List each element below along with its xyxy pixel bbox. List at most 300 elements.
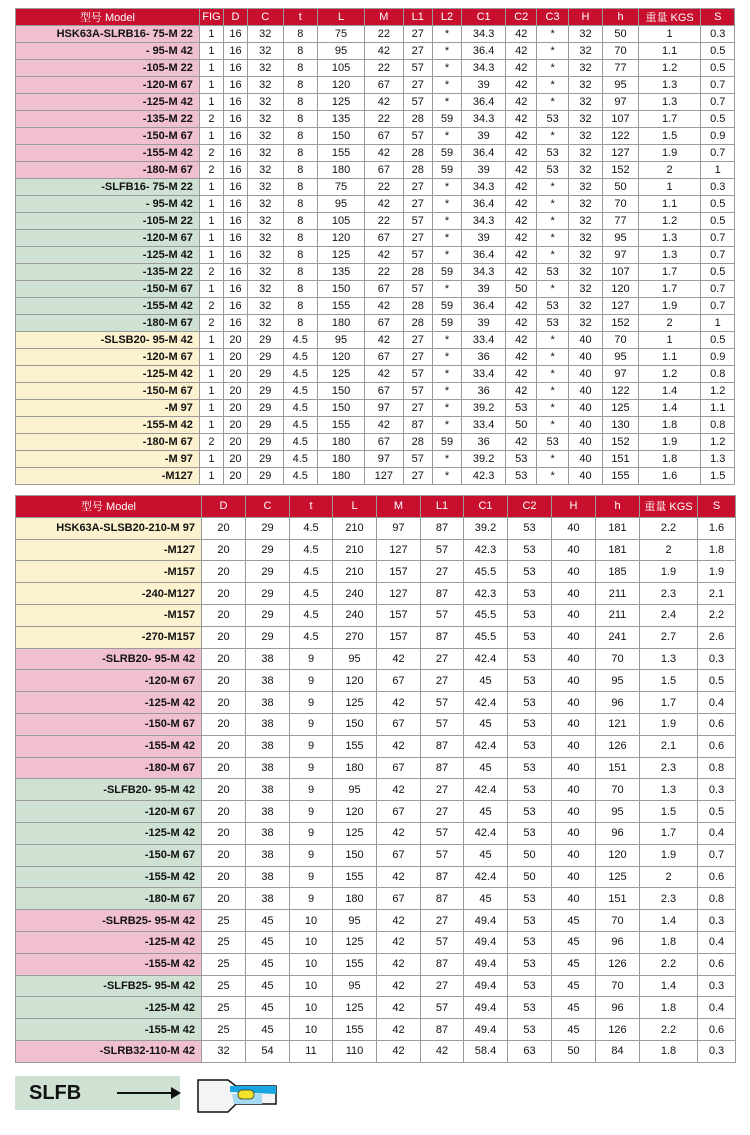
model-cell: -125-M 42: [16, 366, 200, 383]
table-cell: 29: [247, 349, 283, 366]
table-cell: 1.1: [701, 400, 735, 417]
table-cell: 40: [552, 866, 596, 888]
table-cell: 0.5: [698, 670, 736, 692]
table-cell: 4.5: [290, 517, 333, 539]
table-cell: 38: [246, 866, 290, 888]
table-cell: 49.4: [464, 997, 508, 1019]
table-cell: 120: [333, 801, 377, 823]
table-cell: 36: [462, 383, 506, 400]
table-cell: 40: [568, 366, 602, 383]
table-cell: 4.5: [283, 332, 317, 349]
table-cell: 0.9: [701, 128, 735, 145]
column-header: H: [568, 9, 602, 26]
table-cell: 42: [377, 1019, 421, 1041]
table-cell: 95: [318, 332, 365, 349]
table-cell: *: [537, 247, 568, 264]
table-cell: 40: [568, 434, 602, 451]
table-cell: 45: [552, 931, 596, 953]
table-cell: 34.3: [462, 111, 506, 128]
table-cell: 16: [223, 162, 247, 179]
table-cell: 70: [596, 975, 640, 997]
table-cell: 2: [199, 111, 223, 128]
table-cell: 1.9: [638, 434, 701, 451]
table-cell: 121: [596, 713, 640, 735]
table-cell: 49.4: [464, 975, 508, 997]
model-cell: -155-M 42: [16, 417, 200, 434]
table-cell: 126: [596, 953, 640, 975]
table-row: [16, 626, 736, 648]
table-cell: 97: [603, 247, 639, 264]
table-cell: 9: [290, 822, 333, 844]
model-cell: -120-M 67: [16, 230, 200, 247]
table-cell: *: [537, 196, 568, 213]
table-cell: 36: [462, 434, 506, 451]
table-cell: 95: [318, 43, 365, 60]
table-cell: 22: [365, 26, 404, 43]
table-cell: 29: [247, 383, 283, 400]
table-cell: 42: [377, 692, 421, 714]
table-cell: 84: [596, 1040, 640, 1062]
table-cell: 42: [506, 247, 537, 264]
table-cell: 40: [552, 888, 596, 910]
column-header: C1: [462, 9, 506, 26]
table-cell: *: [432, 213, 461, 230]
column-header: H: [552, 496, 596, 518]
table-cell: 32: [568, 43, 602, 60]
table-cell: 125: [333, 822, 377, 844]
table-cell: 0.3: [698, 1040, 736, 1062]
table-cell: 27: [421, 801, 464, 823]
table-cell: 20: [202, 713, 246, 735]
column-header: M: [377, 496, 421, 518]
model-cell: -240-M127: [16, 583, 202, 605]
boring-bar-tool-icon: [196, 1076, 278, 1116]
table-cell: 54: [246, 1040, 290, 1062]
table-cell: 9: [290, 648, 333, 670]
model-cell: -135-M 22: [16, 264, 200, 281]
table-cell: 53: [508, 997, 552, 1019]
table-cell: 20: [223, 451, 247, 468]
table-cell: 155: [318, 298, 365, 315]
table-cell: 36.4: [462, 94, 506, 111]
table-row: [16, 801, 736, 823]
table-cell: 40: [568, 400, 602, 417]
table-cell: 1.9: [698, 561, 736, 583]
model-cell: -270-M157: [16, 626, 202, 648]
table-cell: 45: [552, 953, 596, 975]
table-cell: 25: [202, 997, 246, 1019]
table-cell: 130: [603, 417, 639, 434]
table-cell: 16: [223, 145, 247, 162]
table-cell: *: [537, 179, 568, 196]
model-cell: -SLFB20- 95-M 42: [16, 779, 202, 801]
table-cell: 32: [247, 128, 283, 145]
table-cell: 29: [247, 434, 283, 451]
table-cell: *: [537, 94, 568, 111]
table-cell: 70: [603, 43, 639, 60]
table-cell: 1.6: [638, 468, 701, 485]
table-cell: 10: [290, 975, 333, 997]
table-row: [16, 539, 736, 561]
table-cell: 59: [432, 434, 461, 451]
table-cell: *: [432, 417, 461, 434]
table-cell: 25: [202, 975, 246, 997]
table-cell: 9: [290, 844, 333, 866]
table-cell: 32: [247, 230, 283, 247]
model-cell: -SLSB20- 95-M 42: [16, 332, 200, 349]
table-cell: 127: [365, 468, 404, 485]
table-cell: 16: [223, 196, 247, 213]
table-cell: *: [432, 60, 461, 77]
table-cell: 29: [247, 417, 283, 434]
table-cell: 27: [403, 43, 432, 60]
table-cell: 181: [596, 539, 640, 561]
table-cell: 4.5: [283, 451, 317, 468]
table-cell: 125: [318, 247, 365, 264]
table-cell: 211: [596, 583, 640, 605]
table-cell: 49.4: [464, 910, 508, 932]
table-cell: 125: [603, 400, 639, 417]
table-row: [16, 179, 735, 196]
table-cell: 42.4: [464, 692, 508, 714]
table-cell: 32: [247, 247, 283, 264]
table-cell: 38: [246, 888, 290, 910]
table-cell: 29: [247, 451, 283, 468]
table-cell: 32: [568, 77, 602, 94]
table-cell: 97: [377, 517, 421, 539]
table-cell: 2: [199, 298, 223, 315]
table-row: [16, 162, 735, 179]
table-cell: 87: [421, 735, 464, 757]
table-cell: 97: [365, 400, 404, 417]
column-header: C: [247, 9, 283, 26]
table-cell: 0.3: [698, 910, 736, 932]
table-cell: 22: [365, 264, 404, 281]
table-cell: 36.4: [462, 145, 506, 162]
table-cell: 1: [199, 247, 223, 264]
table-cell: 42.3: [464, 583, 508, 605]
column-header: C2: [508, 496, 552, 518]
table-cell: 1: [199, 400, 223, 417]
table-cell: 210: [333, 539, 377, 561]
table-cell: *: [432, 94, 461, 111]
model-cell: -180-M 67: [16, 888, 202, 910]
table-cell: 20: [223, 468, 247, 485]
table-cell: 50: [508, 844, 552, 866]
table-cell: 185: [596, 561, 640, 583]
table-cell: 32: [568, 111, 602, 128]
table-cell: 95: [603, 230, 639, 247]
table-cell: 157: [377, 561, 421, 583]
model-cell: -125-M 42: [16, 247, 200, 264]
table-cell: 10: [290, 910, 333, 932]
table-cell: *: [537, 400, 568, 417]
table-cell: 38: [246, 713, 290, 735]
table-row: [16, 383, 735, 400]
table-cell: 1.1: [638, 349, 701, 366]
column-header: 型号 Model: [16, 9, 200, 26]
table-cell: 45: [464, 757, 508, 779]
table-cell: 180: [333, 888, 377, 910]
table-cell: 122: [603, 383, 639, 400]
table-cell: 40: [552, 713, 596, 735]
table-cell: 45: [552, 997, 596, 1019]
table-cell: 27: [421, 670, 464, 692]
table-cell: 42: [506, 383, 537, 400]
column-header: L1: [403, 9, 432, 26]
table-cell: 107: [603, 264, 639, 281]
table-cell: 29: [246, 561, 290, 583]
table-cell: 57: [421, 844, 464, 866]
table-row: [16, 77, 735, 94]
table-cell: 25: [202, 931, 246, 953]
table-cell: 135: [318, 264, 365, 281]
table-cell: 1.3: [640, 648, 698, 670]
table-cell: 45: [552, 975, 596, 997]
table-cell: 8: [283, 281, 317, 298]
table-cell: 67: [365, 383, 404, 400]
table-cell: *: [432, 128, 461, 145]
table-cell: 57: [421, 997, 464, 1019]
column-header: FIG: [199, 9, 223, 26]
table-cell: 40: [568, 349, 602, 366]
table-cell: 1: [199, 366, 223, 383]
table-cell: 22: [365, 213, 404, 230]
table-row: [16, 60, 735, 77]
table-cell: 2: [640, 866, 698, 888]
table-cell: 0.6: [698, 1019, 736, 1041]
model-cell: HSK63A-SLRB16- 75-M 22: [16, 26, 200, 43]
table-cell: 1.1: [638, 196, 701, 213]
table-row: [16, 434, 735, 451]
spec-table-1: [15, 8, 735, 485]
table-cell: 2.2: [698, 604, 736, 626]
table-cell: *: [537, 77, 568, 94]
table-cell: 1.8: [640, 1040, 698, 1062]
table-cell: 29: [247, 332, 283, 349]
table-cell: 20: [223, 349, 247, 366]
table-cell: 53: [537, 315, 568, 332]
table-cell: 95: [318, 196, 365, 213]
table-cell: 0.8: [701, 417, 735, 434]
column-header: 重量 KGS: [640, 496, 698, 518]
table-cell: 27: [403, 179, 432, 196]
table-cell: 150: [333, 844, 377, 866]
model-cell: -155-M 42: [16, 866, 202, 888]
table-cell: 42: [506, 26, 537, 43]
table-cell: 38: [246, 670, 290, 692]
table-row: [16, 315, 735, 332]
model-cell: -155-M 42: [16, 953, 202, 975]
table-cell: *: [537, 468, 568, 485]
table-cell: *: [537, 26, 568, 43]
model-cell: -155-M 42: [16, 735, 202, 757]
table-cell: 53: [508, 626, 552, 648]
model-cell: -125-M 42: [16, 997, 202, 1019]
table-cell: 42: [506, 230, 537, 247]
table-cell: 9: [290, 713, 333, 735]
table-cell: 1.5: [640, 801, 698, 823]
table-cell: 57: [403, 383, 432, 400]
table-cell: 36.4: [462, 43, 506, 60]
table-cell: 8: [283, 43, 317, 60]
table-cell: 0.4: [698, 931, 736, 953]
table-cell: 0.5: [701, 196, 735, 213]
model-cell: -150-M 67: [16, 383, 200, 400]
table-cell: 2: [199, 264, 223, 281]
table-cell: 1.2: [638, 366, 701, 383]
table-row: [16, 670, 736, 692]
table-cell: 36.4: [462, 298, 506, 315]
table-cell: 42: [506, 162, 537, 179]
table-cell: 38: [246, 779, 290, 801]
table-cell: *: [537, 213, 568, 230]
table-cell: 59: [432, 298, 461, 315]
table-cell: 53: [537, 264, 568, 281]
table-cell: *: [537, 128, 568, 145]
table-cell: 57: [403, 60, 432, 77]
table-cell: 127: [603, 145, 639, 162]
table-cell: 4.5: [283, 400, 317, 417]
table-cell: 28: [403, 315, 432, 332]
table-cell: 0.7: [701, 247, 735, 264]
table-cell: 42: [421, 1040, 464, 1062]
table-row: [16, 866, 736, 888]
table-cell: 110: [333, 1040, 377, 1062]
table-cell: 2: [199, 145, 223, 162]
table-cell: 20: [202, 648, 246, 670]
table-cell: 67: [377, 670, 421, 692]
table-cell: 40: [552, 735, 596, 757]
table-cell: 42: [377, 953, 421, 975]
table-cell: 150: [318, 400, 365, 417]
table-cell: *: [537, 417, 568, 434]
column-header: 型号 Model: [16, 496, 202, 518]
table-row: [16, 451, 735, 468]
table-cell: 50: [506, 417, 537, 434]
table-cell: 95: [333, 779, 377, 801]
table-cell: 180: [318, 162, 365, 179]
table-cell: *: [432, 383, 461, 400]
model-cell: -180-M 67: [16, 162, 200, 179]
table-cell: 49.4: [464, 1019, 508, 1041]
table-cell: 10: [290, 997, 333, 1019]
table-cell: 40: [568, 468, 602, 485]
table-cell: 27: [403, 26, 432, 43]
table-row: [16, 468, 735, 485]
table-cell: 4.5: [283, 468, 317, 485]
table-cell: 16: [223, 179, 247, 196]
table-cell: 33.4: [462, 417, 506, 434]
model-cell: -M127: [16, 539, 202, 561]
table-cell: 49.4: [464, 953, 508, 975]
table-cell: 53: [508, 583, 552, 605]
table-cell: 0.6: [698, 953, 736, 975]
table-cell: 8: [283, 94, 317, 111]
table-cell: 29: [246, 604, 290, 626]
table-cell: 1: [199, 26, 223, 43]
table-cell: 97: [603, 94, 639, 111]
table-cell: 38: [246, 757, 290, 779]
table-cell: 53: [508, 822, 552, 844]
table-cell: 87: [421, 517, 464, 539]
table-cell: 40: [552, 561, 596, 583]
table-cell: 1.3: [638, 77, 701, 94]
table-cell: 2.1: [640, 735, 698, 757]
table-cell: *: [537, 281, 568, 298]
table-cell: 125: [318, 94, 365, 111]
table-cell: 125: [596, 866, 640, 888]
model-cell: -125-M 42: [16, 692, 202, 714]
table-cell: 1: [199, 60, 223, 77]
table-cell: 27: [403, 400, 432, 417]
table-cell: 0.3: [701, 179, 735, 196]
table-cell: 27: [421, 910, 464, 932]
table-cell: 32: [568, 315, 602, 332]
table-cell: 45: [464, 670, 508, 692]
table-cell: 70: [596, 910, 640, 932]
table-cell: 40: [552, 670, 596, 692]
table-cell: 45: [464, 844, 508, 866]
table-cell: 0.5: [701, 111, 735, 128]
table-cell: 155: [333, 866, 377, 888]
table-cell: 125: [318, 366, 365, 383]
table-cell: 38: [246, 735, 290, 757]
table-cell: 53: [508, 648, 552, 670]
table-cell: 42: [506, 111, 537, 128]
table-cell: 53: [508, 975, 552, 997]
table-cell: 180: [318, 451, 365, 468]
table-cell: 29: [247, 400, 283, 417]
table-cell: 0.4: [698, 997, 736, 1019]
table-cell: 20: [202, 692, 246, 714]
table-cell: 53: [506, 468, 537, 485]
table-cell: 45: [464, 888, 508, 910]
table-cell: 32: [247, 77, 283, 94]
table-cell: 151: [596, 757, 640, 779]
table-cell: 42: [377, 735, 421, 757]
table-cell: 8: [283, 196, 317, 213]
table-cell: 11: [290, 1040, 333, 1062]
model-cell: -105-M 22: [16, 213, 200, 230]
table-cell: 1.8: [640, 931, 698, 953]
table-cell: 4.5: [290, 626, 333, 648]
table-cell: 29: [246, 583, 290, 605]
table-cell: *: [432, 230, 461, 247]
table-cell: 2.3: [640, 583, 698, 605]
table-cell: 1.4: [640, 975, 698, 997]
table-cell: 39: [462, 77, 506, 94]
table-cell: 20: [202, 604, 246, 626]
table-cell: 20: [202, 866, 246, 888]
table-cell: 95: [596, 670, 640, 692]
table-cell: 20: [202, 757, 246, 779]
model-cell: -150-M 67: [16, 281, 200, 298]
table-cell: 10: [290, 931, 333, 953]
table-cell: 2.2: [640, 1019, 698, 1041]
model-cell: -150-M 67: [16, 128, 200, 145]
table-row: [16, 128, 735, 145]
table-cell: 1.2: [701, 434, 735, 451]
table-cell: 270: [333, 626, 377, 648]
table-cell: 9: [290, 670, 333, 692]
table-cell: 20: [202, 888, 246, 910]
table-cell: 16: [223, 230, 247, 247]
table-cell: 53: [508, 953, 552, 975]
column-header: D: [202, 496, 246, 518]
table-cell: *: [432, 281, 461, 298]
table-cell: 127: [377, 539, 421, 561]
